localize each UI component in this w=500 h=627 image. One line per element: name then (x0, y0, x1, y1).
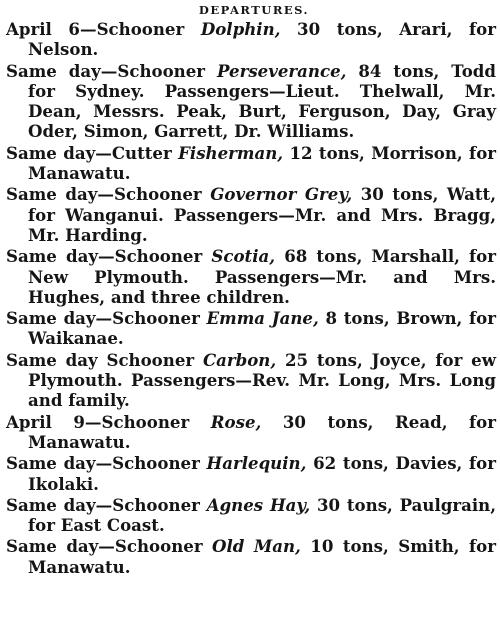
entry-date-type: Same day—Schooner (6, 184, 211, 205)
departure-entry (6, 19, 496, 60)
departure-entry (6, 536, 496, 577)
vessel-name: Agnes Hay, (206, 494, 311, 515)
vessel-name: Perseverance, (217, 60, 347, 81)
entry-date-type: Same day Schooner (6, 349, 203, 370)
departure-entry (6, 308, 496, 349)
entry-details: 30 tons, Watt, for Wanganui. Passengers—Mr. and Mrs. Bragg, Mr. Harding. (28, 184, 496, 245)
entry-date-type: Same day—Schooner (6, 308, 207, 329)
entry-date-type: April 6—Schooner (6, 19, 201, 39)
entry-details: 68 tons, Marshall, for New Plymouth. Passengers—Mr. and Mrs. Hughes, and three children. (28, 246, 496, 307)
entry-details: 30 tons, Read, for Manawatu. (28, 411, 496, 452)
departure-entry (6, 350, 496, 411)
entry-details: 10 tons, Smith, for Manawatu. (28, 536, 496, 577)
entry-details: 30 tons, Arari, for Nelson. (28, 19, 496, 60)
vessel-name: Carbon, (202, 349, 277, 370)
vessel-name: Old Man, (212, 536, 301, 557)
vessel-name: Scotia, (211, 246, 276, 267)
entry-date-type: Same day—Schooner (6, 536, 213, 557)
entry-date-type: Same day—Schooner (6, 494, 207, 515)
entry-date-type: April 9—Schooner (6, 411, 211, 432)
departure-entry (6, 61, 496, 142)
section-heading: DEPARTURES. (198, 3, 310, 17)
vessel-name: Emma Jane, (206, 308, 319, 329)
departure-entry (6, 495, 496, 536)
entry-details: 30 tons, Paulgrain, for East Coast. (28, 494, 496, 536)
entry-details: 62 tons, Davies, for Ikolaki. (28, 453, 496, 494)
entry-date-type: Same day—Cutter (6, 142, 179, 163)
entry-date-type: Same day—Schooner (6, 453, 207, 474)
vessel-name: Dolphin, (200, 19, 281, 39)
entry-details: 84 tons, Todd for Sydney. Passengers—Lieut. Thelwall, Mr. Dean, Messrs. Peak, Burt, Ferguson, Day, Gray Oder, Simon, Garrett, Dr. Williams. (28, 60, 496, 142)
departure-entry (6, 246, 496, 307)
departure-entry (6, 143, 496, 184)
vessel-name: Fisherman, (178, 142, 284, 163)
entry-details: 25 tons, Joyce, for ew Plymouth. Passengers—Rev. Mr. Long, Mrs. Long and family. (28, 349, 496, 411)
entry-details: 8 tons, Brown, for Waikanae. (28, 308, 496, 349)
departure-entry (6, 412, 496, 453)
entry-details: 12 tons, Morrison, for Manawatu. (28, 142, 496, 184)
vessel-name: Harlequin, (206, 453, 307, 474)
departure-entry (6, 453, 496, 494)
entry-date-type: Same day—Schooner (6, 60, 217, 81)
vessel-name: Rose, (210, 411, 262, 432)
vessel-name: Governor Grey, (210, 184, 353, 205)
departure-entry (6, 184, 496, 245)
entry-date-type: Same day—Schooner (6, 246, 212, 267)
